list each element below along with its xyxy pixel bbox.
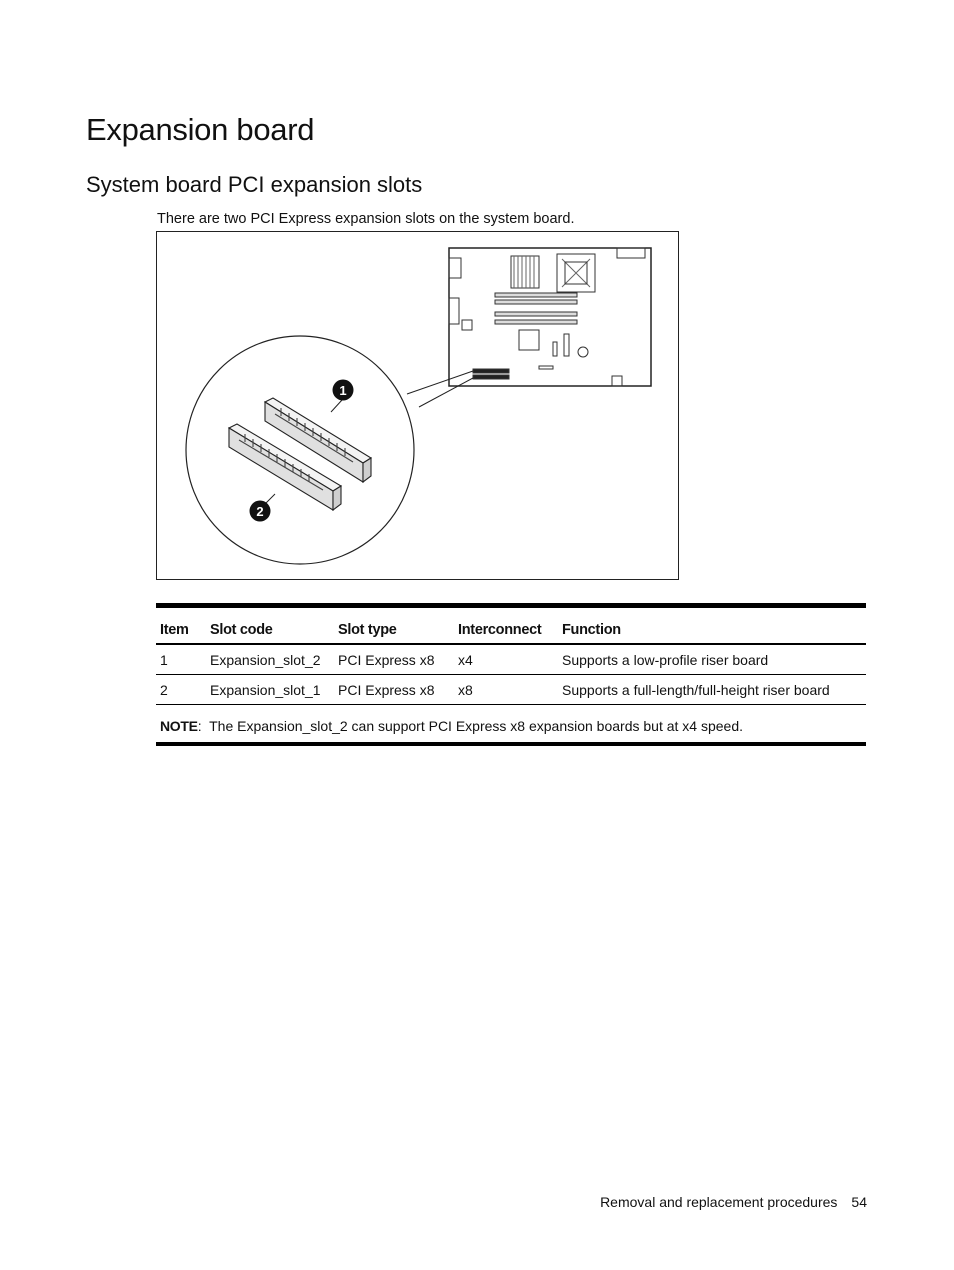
header-slot-type: Slot type — [338, 622, 397, 638]
callout-1-label: 1 — [339, 383, 347, 398]
header-function: Function — [562, 622, 621, 638]
header-slot-code: Slot code — [210, 622, 273, 638]
cell-item: 1 — [160, 652, 168, 668]
note-label: NOTE — [160, 718, 198, 734]
page-number: 54 — [851, 1194, 867, 1210]
footer-section: Removal and replacement procedures — [600, 1194, 838, 1210]
table-row — [156, 644, 866, 675]
callout-2-label: 2 — [256, 504, 264, 519]
cell-slot-type: PCI Express x8 — [338, 682, 435, 698]
cell-item: 2 — [160, 682, 168, 698]
callout-1 — [333, 380, 354, 401]
cell-interconnect: x4 — [458, 652, 473, 668]
table-row — [156, 675, 866, 705]
table-note — [156, 705, 866, 745]
cell-interconnect: x8 — [458, 682, 473, 698]
cell-slot-code: Expansion_slot_1 — [210, 682, 321, 698]
note-colon: : — [197, 718, 210, 734]
cell-slot-type: PCI Express x8 — [338, 652, 435, 668]
header-interconnect: Interconnect — [458, 622, 542, 638]
system-board-illustration — [157, 232, 678, 579]
table-header-row — [156, 606, 866, 645]
cell-slot-code: Expansion_slot_2 — [210, 652, 321, 668]
intro-text: There are two PCI Express expansion slots on the system board. — [157, 211, 575, 227]
cell-function: Supports a low-profile riser board — [562, 652, 769, 668]
expansion-slot-table — [156, 603, 866, 746]
header-item: Item — [160, 622, 189, 638]
note-text: The Expansion_slot_2 can support PCI Express x8 expansion boards but at x4 speed. — [209, 718, 744, 734]
system-board-figure — [156, 231, 679, 580]
callout-2 — [250, 501, 271, 522]
cell-function: Supports a full-length/full-height riser board — [562, 682, 830, 698]
table-note-row — [156, 705, 866, 745]
page-footer — [600, 1194, 867, 1210]
section-title: System board PCI expansion slots — [86, 172, 423, 197]
page-title: Expansion board — [86, 112, 315, 147]
